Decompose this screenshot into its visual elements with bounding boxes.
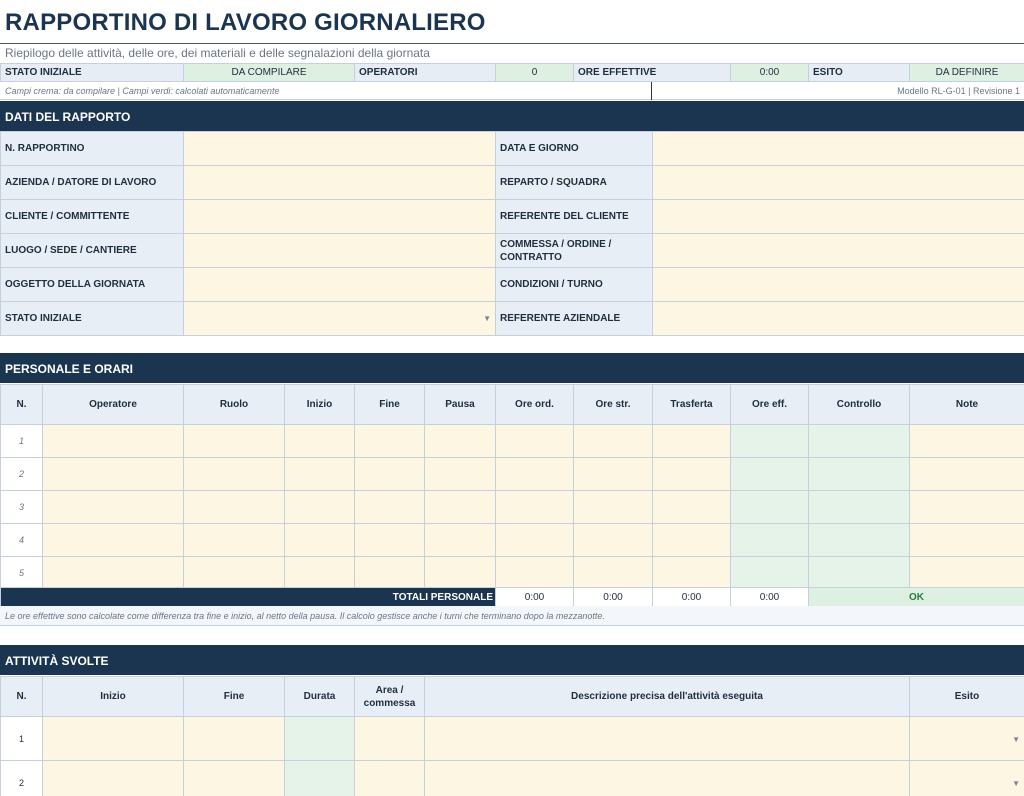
column-header: Note [910,385,1024,425]
cell-controllo [809,425,910,458]
column-header: Ore ord. [496,385,574,425]
cell-inizio[interactable] [285,524,355,557]
table-header-row [1,385,1024,425]
status-stato-label: STATO INIZIALE [1,64,184,82]
cell-note[interactable] [910,458,1024,491]
cell-fine[interactable] [355,524,425,557]
table-row [1,458,1024,491]
section-header-attivita [0,645,1024,675]
field-oggetto[interactable] [184,268,496,302]
field-reparto[interactable] [653,166,1024,200]
cell-pausa[interactable] [425,425,496,458]
field-label: N. RAPPORTINO [1,132,184,166]
field-label: REFERENTE DEL CLIENTE [496,200,653,234]
section-header-personale [0,353,1024,383]
cell-pausa[interactable] [425,458,496,491]
cell-durata [285,717,355,761]
cell-ore-ord[interactable] [496,458,574,491]
cell-ruolo[interactable] [184,524,285,557]
select-stato-iniziale[interactable] [184,302,496,336]
row-number: 1 [1,425,43,458]
field-referente-cliente[interactable] [653,200,1024,234]
status-esito-value: DA DEFINIRE [910,64,1024,82]
section-title-attivita: ATTIVITÀ SVOLTE [5,654,109,668]
row-number: 3 [1,491,43,524]
field-commessa[interactable] [653,234,1024,268]
cell-area-commessa[interactable] [355,761,425,796]
table-row [1,557,1024,590]
cell-trasferta[interactable] [653,557,731,590]
column-header: N. [1,677,43,717]
table-row [1,761,1024,796]
section-title-dati: DATI DEL RAPPORTO [5,110,131,124]
cell-controllo [809,524,910,557]
cell-note[interactable] [910,524,1024,557]
field-referente-aziendale[interactable] [653,302,1024,336]
cell-ruolo[interactable] [184,557,285,590]
cell-controllo [809,557,910,590]
field-label: OGGETTO DELLA GIORNATA [1,268,184,302]
status-bar [0,63,1024,82]
cell-operatore[interactable] [43,491,184,524]
cell-descrizione[interactable] [425,717,910,761]
column-header: Inizio [285,385,355,425]
column-header: Descrizione precisa dell'attività eseguita [425,677,910,717]
cell-pausa[interactable] [425,524,496,557]
legend-row [0,82,1024,100]
cell-trasferta[interactable] [653,425,731,458]
section-header-dati [0,101,1024,131]
cell-pausa[interactable] [425,491,496,524]
status-esito-label: ESITO [809,64,910,82]
cell-ore-eff [731,557,809,590]
column-header: Ore eff. [731,385,809,425]
column-header: Fine [355,385,425,425]
status-stato-value: DA COMPILARE [184,64,355,82]
field-label: REPARTO / SQUADRA [496,166,653,200]
cell-ore-ord[interactable] [496,557,574,590]
cell-inizio[interactable] [285,425,355,458]
field-azienda[interactable] [184,166,496,200]
field-condizioni[interactable] [653,268,1024,302]
cell-operatore[interactable] [43,458,184,491]
cell-ore-str[interactable] [574,524,653,557]
table-row [1,524,1024,557]
cell-note[interactable] [910,557,1024,590]
status-operatori-value: 0 [496,64,574,82]
field-data-giorno[interactable] [653,132,1024,166]
cell-fine[interactable] [355,557,425,590]
cell-controllo [809,458,910,491]
status-operatori-label: OPERATORI [355,64,496,82]
section-title-personale: PERSONALE E ORARI [5,362,134,376]
dati-rapporto-form [0,131,1024,336]
attivita-table [0,676,1024,796]
field-cliente[interactable] [184,200,496,234]
cell-ore-ord[interactable] [496,491,574,524]
field-label: DATA E GIORNO [496,132,653,166]
field-label: AZIENDA / DATORE DI LAVORO [1,166,184,200]
field-label: CLIENTE / COMMITTENTE [1,200,184,234]
cell-ore-eff [731,491,809,524]
column-header: Ore str. [574,385,653,425]
cell-fine[interactable] [355,491,425,524]
legend-text: Campi crema: da compilare | Campi verdi: calcolati automaticamente [5,86,280,96]
triangle-down-icon[interactable]: ▼ [1012,735,1020,744]
status-ore-label: ORE EFFETTIVE [574,64,731,82]
cell-inizio[interactable] [285,491,355,524]
totals-check-badge: OK [809,588,1024,607]
cell-ore-eff [731,524,809,557]
select-esito[interactable] [910,717,1024,761]
cell-ore-str[interactable] [574,491,653,524]
cell-trasferta[interactable] [653,458,731,491]
cell-area-commessa[interactable] [355,717,425,761]
column-header: Fine [184,677,285,717]
field-label: STATO INIZIALE [1,302,184,336]
select-esito[interactable] [910,761,1024,796]
page-subtitle: Riepilogo delle attività, delle ore, dei materiali e delle segnalazioni della giornata [5,46,430,60]
field-label: COMMESSA / ORDINE / CONTRATTO [496,234,653,268]
cell-fine[interactable] [355,425,425,458]
personale-footnote [0,606,1024,626]
cell-inizio[interactable] [285,458,355,491]
column-header: Pausa [425,385,496,425]
cell-ore-str[interactable] [574,458,653,491]
column-header: Ruolo [184,385,285,425]
cell-operatore[interactable] [43,524,184,557]
cell-inizio[interactable] [43,761,184,796]
total-ore-str: 0:00 [574,588,653,607]
table-header-row [1,677,1024,717]
cell-ruolo[interactable] [184,491,285,524]
cell-pausa[interactable] [425,557,496,590]
cell-note[interactable] [910,491,1024,524]
legend-divider [651,82,652,100]
cell-ruolo[interactable] [184,425,285,458]
totals-label: TOTALI PERSONALE [1,588,496,607]
column-header: Area / commessa [355,677,425,717]
cell-ore-str[interactable] [574,425,653,458]
status-ore-value: 0:00 [731,64,809,82]
footnote-text: Le ore effettive sono calcolate come differenza tra fine e inizio, al netto della pausa. Il calcolo gestisce anche i turni che terminano dopo la mezzanotte. [5,611,605,621]
column-header: Esito [910,677,1024,717]
cell-descrizione[interactable] [425,761,910,796]
personale-totals [0,587,1024,607]
column-header: Operatore [43,385,184,425]
field-n-rapportino[interactable] [184,132,496,166]
cell-controllo [809,491,910,524]
triangle-down-icon[interactable]: ▼ [483,314,491,323]
cell-ruolo[interactable] [184,458,285,491]
totals-row [1,588,1024,607]
cell-operatore[interactable] [43,557,184,590]
row-number: 1 [1,717,43,761]
total-ore-eff: 0:00 [731,588,809,607]
row-number: 2 [1,458,43,491]
cell-trasferta[interactable] [653,491,731,524]
column-header: Inizio [43,677,184,717]
row-number: 5 [1,557,43,590]
table-row [1,491,1024,524]
page-title-bar [0,0,1024,44]
cell-fine[interactable] [184,717,285,761]
total-trasferta: 0:00 [653,588,731,607]
triangle-down-icon[interactable]: ▼ [1012,779,1020,788]
cell-fine[interactable] [184,761,285,796]
column-header: Durata [285,677,355,717]
cell-ore-ord[interactable] [496,524,574,557]
cell-inizio[interactable] [43,717,184,761]
column-header: N. [1,385,43,425]
cell-note[interactable] [910,425,1024,458]
column-header: Trasferta [653,385,731,425]
field-label: REFERENTE AZIENDALE [496,302,653,336]
cell-fine[interactable] [355,458,425,491]
cell-ore-eff [731,458,809,491]
cell-ore-str[interactable] [574,557,653,590]
field-luogo[interactable] [184,234,496,268]
cell-inizio[interactable] [285,557,355,590]
column-header: Controllo [809,385,910,425]
cell-durata [285,761,355,796]
field-label: CONDIZIONI / TURNO [496,268,653,302]
total-ore-ord: 0:00 [496,588,574,607]
cell-trasferta[interactable] [653,524,731,557]
table-row [1,717,1024,761]
page-title: RAPPORTINO DI LAVORO GIORNALIERO [5,9,486,36]
model-revision: Modello RL-G-01 | Revisione 1 [897,86,1020,96]
row-number: 2 [1,761,43,796]
personale-table [0,384,1024,590]
table-row [1,425,1024,458]
row-number: 4 [1,524,43,557]
cell-operatore[interactable] [43,425,184,458]
cell-ore-eff [731,425,809,458]
field-label: LUOGO / SEDE / CANTIERE [1,234,184,268]
cell-ore-ord[interactable] [496,425,574,458]
